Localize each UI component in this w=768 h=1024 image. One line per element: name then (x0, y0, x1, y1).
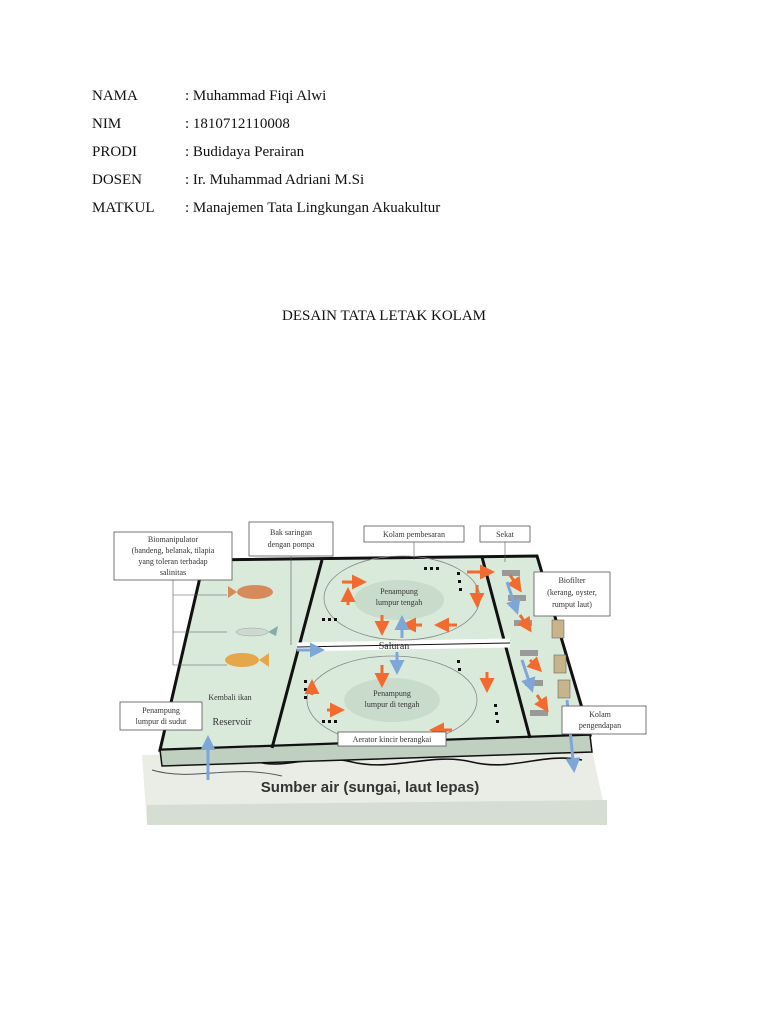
info-value: : Manajemen Tata Lingkungan Akuakultur (185, 200, 441, 216)
label-text: Sekat (496, 530, 514, 539)
label-text: lumpur di sudut (135, 717, 187, 726)
label-text: Kolam (589, 710, 611, 719)
label-text: Biofilter (558, 576, 586, 585)
label-saluran: Saluran (378, 641, 410, 652)
info-label: PRODI (92, 144, 138, 160)
label-box-kolam-pembesaran (364, 526, 464, 542)
label-box-biofilter (534, 572, 610, 616)
page-title: DESAIN TATA LETAK KOLAM (281, 308, 487, 324)
label-text: pengendapan (578, 721, 622, 730)
label-text: Aerator kincir berangkai (352, 735, 432, 744)
info-value: : Budidaya Perairan (185, 144, 305, 160)
pond-layout-diagram (112, 520, 622, 830)
info-value: : Muhammad Fiqi Alwi (185, 88, 327, 104)
info-value: : Ir. Muhammad Adriani M.Si (185, 172, 365, 188)
label-penampung-di-tengah: lumpur di tengah (364, 700, 420, 709)
label-text: dengan pompa (267, 540, 315, 549)
label-box-biomanipulator (114, 532, 232, 580)
label-penampung-di-tengah: Penampung (373, 689, 411, 698)
label-text: yang toleran terhadap (138, 557, 208, 566)
info-label: DOSEN (92, 172, 143, 188)
label-box-penampung-sudut (120, 702, 202, 730)
label-penampung-tengah: Penampung (380, 587, 418, 596)
label-text: Kolam pembesaran (383, 530, 445, 539)
info-value: : 1810712110008 (185, 116, 290, 132)
label-text: Penampung (142, 706, 180, 715)
label-sumber-air: Sumber air (sungai, laut lepas) (260, 779, 480, 796)
label-box-bak-saringan (249, 522, 333, 556)
label-text: Biomanipulator (147, 535, 199, 544)
label-box-sekat (480, 526, 530, 542)
label-reservoir: Reservoir (212, 717, 252, 728)
info-label: NIM (92, 116, 122, 132)
label-box-kolam-pengendapan (562, 706, 646, 734)
label-box-aerator (338, 732, 446, 746)
label-text: (bandeng, belanak, tilapia (131, 546, 215, 555)
info-label: NAMA (92, 88, 138, 104)
label-penampung-tengah: lumpur tengah (375, 598, 423, 607)
label-text: (kerang, oyster, (547, 588, 597, 597)
info-label: MATKUL (92, 200, 155, 216)
label-text: rumput laut) (552, 600, 592, 609)
label-kembali-ikan: Kembali ikan (208, 693, 252, 702)
label-text: Bak saringan (270, 528, 312, 537)
label-text: salinitas (159, 568, 187, 577)
